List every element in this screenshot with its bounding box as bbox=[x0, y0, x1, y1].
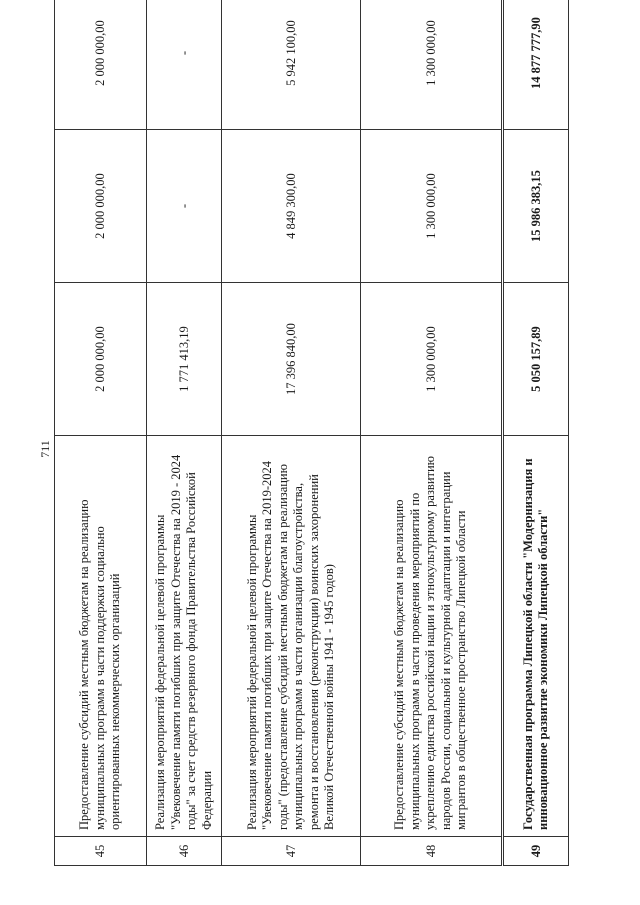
row-value-1: 1 771 413,19 bbox=[147, 283, 222, 436]
row-value-3: 1 300 000,00 bbox=[361, 0, 503, 130]
row-number: 46 bbox=[147, 837, 222, 866]
row-description: Предоставление субсидий местным бюджетам на реализацию муниципальных программ в части проведения мероприятий по укреплению единства российской нации и этнокультурному развитию народов России, социальной и культурной адаптации и интеграции мигрантов в общественное пространство Липецкой области bbox=[361, 436, 503, 837]
row-value-1: 17 396 840,00 bbox=[222, 283, 361, 436]
row-number: 47 bbox=[222, 837, 361, 866]
row-number: 49 bbox=[503, 837, 569, 866]
table-row bbox=[147, 0, 222, 866]
table-row-total bbox=[503, 0, 569, 866]
row-description: Предоставление субсидий местным бюджетам на реализацию муниципальных программ в части поддержки социально ориентированных некоммерческих организаций bbox=[55, 436, 147, 837]
row-value-3: 5 942 100,00 bbox=[222, 0, 361, 130]
row-number: 45 bbox=[55, 837, 147, 866]
row-value-2: - bbox=[147, 130, 222, 283]
row-description: Реализация мероприятий федеральной целевой программы "Увековечение памяти погибших при защите Отечества на 2019-2024 годы" (предоставление субсидий местным бюджетам на реализацию муниципальных программ в части организации благоустройства, ремонта и восстановления (реконструкции) воинских захоронений Великой Отечественной войны 1941 - 1945 годов) bbox=[222, 436, 361, 837]
row-value-2: 1 300 000,00 bbox=[361, 130, 503, 283]
budget-table bbox=[54, 0, 569, 866]
row-description: Государственная программа Липецкой области "Модернизация и инновационное развитие экономики Липецкой области" bbox=[503, 436, 569, 837]
row-value-1: 1 300 000,00 bbox=[361, 283, 503, 436]
page-number: 711 bbox=[38, 440, 52, 458]
table-row bbox=[361, 0, 503, 866]
row-value-2: 2 000 000,00 bbox=[55, 130, 147, 283]
row-value-2: 15 986 383,15 bbox=[503, 130, 569, 283]
budget-table-area bbox=[54, 17, 600, 866]
row-value-1: 5 050 157,89 bbox=[503, 283, 569, 436]
row-value-3: 14 877 777,90 bbox=[503, 0, 569, 130]
row-value-3: - bbox=[147, 0, 222, 130]
row-value-3: 2 000 000,00 bbox=[55, 0, 147, 130]
row-number: 48 bbox=[361, 837, 503, 866]
table-row bbox=[222, 0, 361, 866]
row-description: Реализация мероприятий федеральной целевой программы "Увековечение памяти погибших при защите Отечества на 2019 - 2024 годы" за счет средств резервного фонда Правительства Российской Федерации bbox=[147, 436, 222, 837]
table-row bbox=[55, 0, 147, 866]
rotated-table-frame bbox=[54, 17, 600, 866]
row-value-2: 4 849 300,00 bbox=[222, 130, 361, 283]
row-value-1: 2 000 000,00 bbox=[55, 283, 147, 436]
